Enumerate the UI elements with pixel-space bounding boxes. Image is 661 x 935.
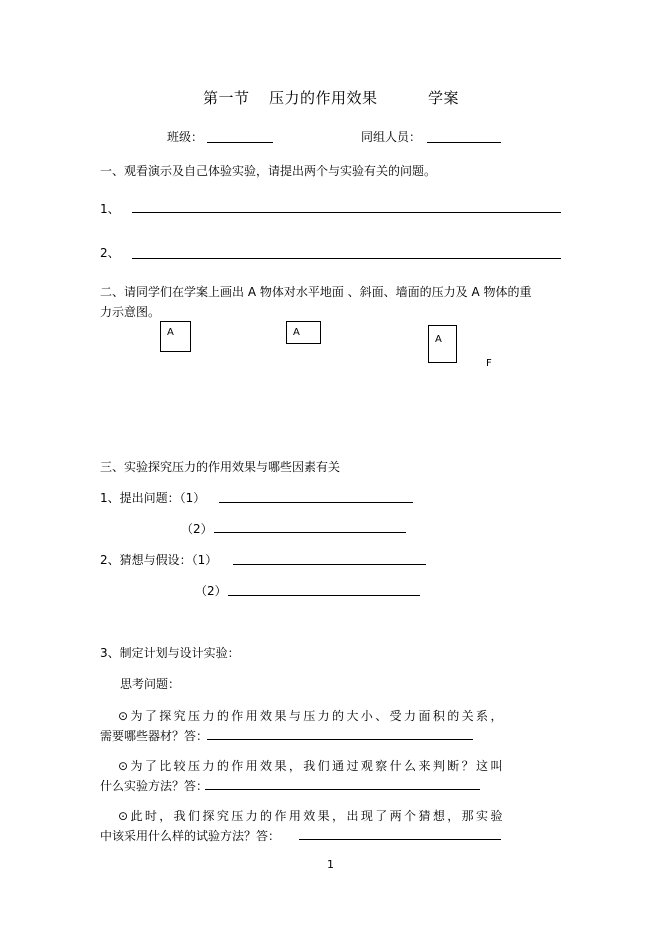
think-question-2-answer-line[interactable] [205,789,480,790]
section1-heading: 一、观看演示及自己体验实验，请提出两个与实验有关的问题。 [100,164,437,178]
title-doc-type: 学案 [428,89,460,107]
section1-answer-line-2[interactable] [132,258,561,259]
force-label-f: F [486,358,492,369]
question-prompt-label: 1、提出问题：（1） [100,491,206,505]
plan-experiment-heading: 3、制定计划与设计实验： [100,646,240,660]
question-sub2-label: （2） [181,522,213,536]
section2-heading-line2: 力示意图。 [100,305,161,319]
section2-heading-line1: 二、请同学们在学案上画出 A 物体对水平地面 、斜面、墙面的压力及 A 物体的重 [100,285,532,299]
group-members-field-line[interactable] [427,142,501,143]
group-members-label: 同组人员： [361,130,422,144]
page-number: 1 [327,858,334,871]
object-a-label: A [167,327,174,338]
question-answer-line-2[interactable] [214,532,406,533]
question-answer-line-1[interactable] [219,502,413,503]
think-question-1-answer-line[interactable] [207,739,473,740]
object-a-on-ground [160,321,191,352]
think-questions-label: 思考问题： [120,677,181,691]
think-question-3-answer-line[interactable] [299,839,501,840]
object-a-on-slope [286,321,321,344]
class-field-line[interactable] [207,142,273,143]
think-question-2-line2: 什么实验方法？答： [100,779,209,793]
hypothesis-label: 2、猜想与假设：（1） [100,553,218,567]
think-question-3-line1: ⊙此时，我们探究压力的作用效果，出现了两个猜想，那实验 [118,809,505,823]
class-label: 班级： [167,130,204,144]
think-question-2-line1: ⊙为了比较压力的作用效果，我们通过观察什么来判断？这叫 [118,759,505,773]
hypothesis-answer-line-1[interactable] [233,564,426,565]
object-a-label: A [435,334,442,345]
hypothesis-answer-line-2[interactable] [228,595,420,596]
object-a-on-wall [428,325,457,363]
section1-answer-line-1[interactable] [132,212,561,213]
think-question-3-line2: 中该采用什么样的试验方法？答： [100,829,281,843]
hypothesis-sub2-label: （2） [195,584,227,598]
section3-heading: 三、实验探究压力的作用效果与哪些因素有关 [100,460,341,474]
think-question-1-line1: ⊙为了探究压力的作用效果与压力的大小、受力面积的关系， [118,709,505,723]
section1-item2-label: 2、 [100,246,120,260]
think-question-1-line2: 需要哪些器材？答： [100,729,209,743]
section1-item1-label: 1、 [100,202,120,216]
title-section-label: 第一节 [203,89,250,107]
page-title: 压力的作用效果 [269,89,378,107]
object-a-label: A [293,327,300,338]
